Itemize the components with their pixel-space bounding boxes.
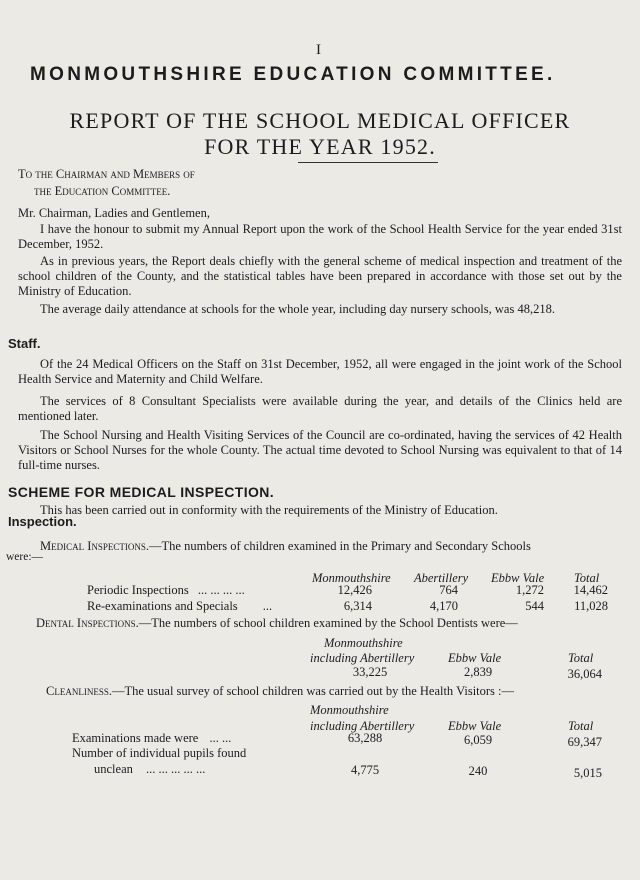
- table-cell: 36,064: [567, 667, 602, 681]
- report-title-line-2: FOR THE YEAR 1952.: [204, 134, 436, 159]
- table-cell: 544: [525, 599, 544, 613]
- cleanliness-line: [46, 684, 514, 699]
- row-label: Re-examinations and Specials: [87, 599, 238, 613]
- dental-header-monmouthshire: Monmouthshire: [324, 636, 403, 650]
- paragraph-report: I have the honour to submit my Annual Report upon the work of the School Health Service for the year ended 31st December, 1952.: [18, 222, 622, 251]
- table-row: [87, 599, 272, 614]
- title-divider: [298, 162, 438, 163]
- row-leader-dots: ... ...: [209, 731, 232, 745]
- report-title: [0, 108, 640, 160]
- medical-were: were:—: [6, 551, 44, 563]
- table-cell: 5,015: [573, 766, 602, 780]
- scheme-text: This has been carried out in conformity with the requirements of the Ministry of Education.: [40, 503, 498, 517]
- paragraph-nursing: The School Nursing and Health Visiting Services of the Council are co-ordinated, having the services of 42 Health Visitors or School Nurses for the whole County. The actual time devoted to School Nursing was equivalent to that of 14 full-time nurses.: [18, 428, 622, 472]
- dental-inspections-label: Dental Inspections.: [36, 616, 139, 630]
- table-cell: 2,839: [463, 665, 493, 679]
- table-row: [94, 762, 205, 777]
- medical-header-monmouthshire: Monmouthshire: [312, 571, 391, 585]
- dental-inspections-line: [36, 616, 518, 631]
- table-cell: 1,272: [515, 583, 544, 597]
- row-label: Number of individual pupils found: [72, 746, 247, 760]
- cleanliness-label: Cleanliness.: [46, 684, 112, 698]
- inspection-heading: Inspection.: [8, 514, 77, 529]
- dental-inspections-text: —The numbers of school children examined by the School Dentists were—: [138, 616, 518, 630]
- dental-header-ebbw-vale: Ebbw Vale: [448, 651, 502, 665]
- table-cell: 33,225: [352, 665, 388, 679]
- salutation: Mr. Chairman, Ladies and Gentlemen,: [18, 206, 210, 220]
- medical-header-abertillery: Abertillery: [414, 571, 469, 585]
- row-leader-dots: ... ... ... ...: [197, 583, 245, 597]
- table-cell: 12,426: [337, 583, 372, 597]
- table-cell: 11,028: [574, 599, 608, 613]
- paragraph-scheme: As in previous years, the Report deals chiefly with the general scheme of medical inspection and treatment of the school children of the County, and the statistical tables have been prepared in accordance with those set out by the Ministry of Education.: [18, 254, 622, 298]
- table-cell: 63,288: [347, 731, 383, 745]
- table-row: [72, 731, 231, 746]
- table-cell: 69,347: [567, 735, 602, 749]
- row-leader-dots: ... ... ... ... ...: [146, 762, 206, 776]
- row-label: Examinations made were: [72, 731, 199, 745]
- medical-inspections-line: [40, 539, 531, 554]
- clean-header-total: Total: [568, 719, 594, 733]
- committee-heading: MONMOUTHSHIRE EDUCATION COMMITTEE.: [30, 64, 556, 85]
- table-cell: 6,314: [343, 599, 372, 613]
- medical-header-ebbw-vale: Ebbw Vale: [491, 571, 545, 585]
- table-cell: 14,462: [573, 583, 608, 597]
- medical-inspections-text: —The numbers of children examined in the Primary and Secondary Schools: [149, 539, 531, 553]
- row-label: Periodic Inspections: [87, 583, 189, 597]
- clean-header-including: including Abertillery: [310, 719, 415, 733]
- clean-header-monmouthshire: Monmouthshire: [310, 703, 389, 717]
- table-cell: 764: [439, 583, 458, 597]
- dental-header-including: including Abertillery: [310, 651, 415, 665]
- medical-inspections-label: Medical Inspections.: [40, 539, 150, 553]
- staff-heading: Staff.: [8, 336, 41, 351]
- paragraph-attendance: The average daily attendance at schools for the whole year, including day nursery schools, was 48,218.: [40, 302, 555, 316]
- cleanliness-text: —The usual survey of school children was carried out by the Health Visitors :—: [111, 684, 515, 698]
- page-number: I: [316, 42, 321, 58]
- table-cell: 4,170: [429, 599, 458, 613]
- table-row: [72, 746, 246, 761]
- table-cell: 4,775: [350, 763, 380, 777]
- paragraph-consultants: The services of 8 Consultant Specialists were available during the year, and details of the Clinics held are mentioned later.: [18, 394, 622, 423]
- address-block: [18, 166, 195, 200]
- table-cell: 6,059: [463, 733, 493, 747]
- paragraph-staff: Of the 24 Medical Officers on the Staff on 31st December, 1952, all were engaged in the joint work of the School Health Service and Maternity and Child Welfare.: [18, 357, 622, 386]
- clean-header-ebbw-vale: Ebbw Vale: [448, 719, 502, 733]
- table-row: [87, 583, 245, 598]
- row-label: unclean: [94, 762, 133, 776]
- scheme-heading: SCHEME FOR MEDICAL INSPECTION.: [8, 484, 275, 500]
- medical-header-total: Total: [574, 571, 600, 585]
- row-leader-dots: ...: [262, 599, 273, 613]
- address-line-1: To the Chairman and Members of: [18, 167, 195, 181]
- dental-header-total: Total: [568, 651, 594, 665]
- address-line-2: the Education Committee.: [34, 184, 171, 198]
- report-title-line-1: REPORT OF THE SCHOOL MEDICAL OFFICER: [69, 108, 571, 133]
- table-cell: 240: [468, 764, 488, 778]
